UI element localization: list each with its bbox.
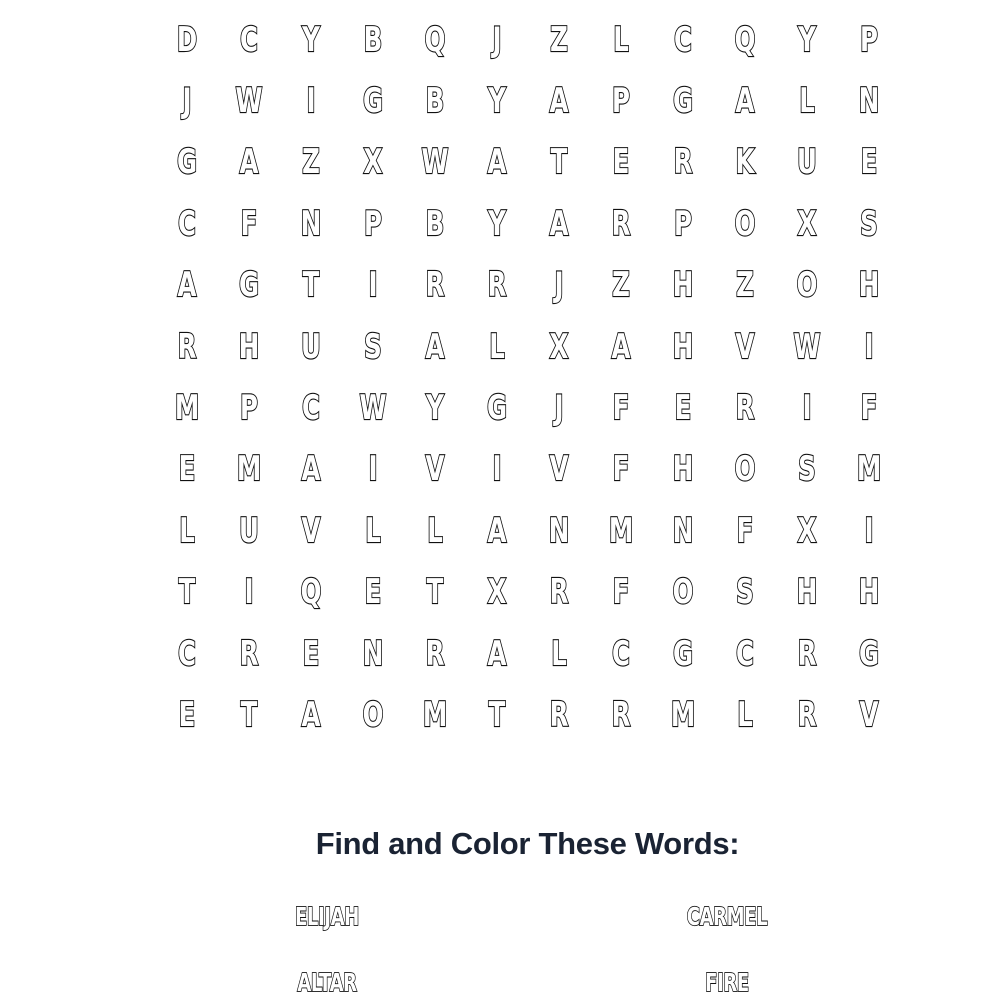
grid-letter-cell[interactable]: E	[674, 388, 692, 429]
grid-letter-cell[interactable]: O	[734, 449, 756, 490]
grid-letter-cell[interactable]: G	[486, 388, 508, 429]
grid-letter-cell[interactable]: S	[364, 326, 382, 367]
grid-letter-cell[interactable]: A	[301, 449, 321, 490]
grid-letter-cell[interactable]: E	[178, 449, 196, 490]
grid-letter-cell[interactable]: H	[672, 326, 694, 367]
grid-letter-cell[interactable]: G	[238, 265, 260, 306]
grid-letter-cell[interactable]: G	[858, 633, 880, 674]
word-list-item: CARMEL	[686, 902, 768, 931]
grid-letter-cell[interactable]: I	[492, 449, 502, 490]
grid-letter-cell[interactable]: G	[672, 81, 694, 122]
grid-letter-cell[interactable]: B	[363, 19, 383, 60]
grid-letter-cell[interactable]: L	[551, 633, 567, 674]
grid-letter-cell[interactable]: A	[487, 142, 507, 183]
grid-letter-cell[interactable]: O	[796, 265, 818, 306]
grid-letter-cell[interactable]: Q	[300, 572, 322, 613]
grid-letter-cell[interactable]: I	[864, 510, 874, 551]
grid-letter-cell[interactable]: W	[359, 388, 387, 429]
grid-letter-cell[interactable]: L	[613, 19, 629, 60]
grid-letter-cell[interactable]: R	[487, 265, 507, 306]
grid-letter-cell[interactable]: Y	[798, 19, 816, 60]
grid-letter-cell[interactable]: T	[488, 694, 506, 735]
grid-letter-cell[interactable]: V	[859, 694, 879, 735]
grid-letter-cell[interactable]: Q	[424, 19, 446, 60]
grid-letter-cell[interactable]: N	[858, 81, 880, 122]
grid-letter-cell[interactable]: F	[612, 572, 630, 613]
grid-letter-cell[interactable]: J	[182, 81, 192, 122]
grid-letter-cell[interactable]: C	[302, 388, 320, 429]
grid-letter-cell[interactable]: A	[487, 510, 507, 551]
word-search-grid	[156, 9, 900, 746]
grid-letter-cell[interactable]: M	[608, 510, 634, 551]
grid-letter-cell[interactable]: C	[612, 633, 630, 674]
grid-letter-cell[interactable]: G	[672, 633, 694, 674]
grid-letter-cell[interactable]: P	[364, 203, 382, 244]
grid-letter-cell[interactable]: B	[425, 81, 445, 122]
grid-letter-cell[interactable]: R	[735, 388, 755, 429]
grid-letter-cell[interactable]: L	[427, 510, 443, 551]
grid-letter-cell[interactable]: F	[612, 388, 630, 429]
grid-letter-cell[interactable]: E	[860, 142, 878, 183]
grid-letter-cell[interactable]: X	[797, 510, 817, 551]
grid-letter-cell[interactable]: A	[487, 633, 507, 674]
grid-letter-cell[interactable]: E	[364, 572, 382, 613]
grid-letter-cell[interactable]: C	[178, 203, 196, 244]
grid-letter-cell[interactable]: H	[796, 572, 818, 613]
grid-letter-cell[interactable]: A	[239, 142, 259, 183]
grid-letter-cell[interactable]: N	[672, 510, 694, 551]
grid-letter-cell[interactable]: G	[176, 142, 198, 183]
grid-letter-cell[interactable]: R	[611, 694, 631, 735]
grid-letter-cell[interactable]: H	[238, 326, 260, 367]
grid-letter-cell[interactable]: R	[673, 142, 693, 183]
grid-letter-cell[interactable]: Z	[612, 265, 630, 306]
word-list-item: FIRE	[705, 968, 749, 997]
word-list-title: Find and Color These Words:	[315, 826, 740, 861]
grid-letter-cell[interactable]: I	[368, 265, 378, 306]
grid-letter-cell[interactable]: H	[858, 265, 880, 306]
grid-letter-cell[interactable]: A	[735, 81, 755, 122]
grid-letter-cell[interactable]: J	[492, 19, 502, 60]
grid-letter-cell[interactable]: T	[550, 142, 568, 183]
grid-letter-cell[interactable]: X	[549, 326, 569, 367]
word-list-item: ELIJAH	[294, 902, 360, 931]
grid-letter-cell[interactable]: X	[797, 203, 817, 244]
grid-letter-cell[interactable]: A	[177, 265, 197, 306]
grid-letter-cell[interactable]: J	[554, 388, 564, 429]
grid-letter-cell[interactable]: D	[176, 19, 198, 60]
grid-letter-cell[interactable]: W	[421, 142, 449, 183]
grid-letter-cell[interactable]: V	[735, 326, 755, 367]
grid-letter-cell[interactable]: T	[240, 694, 258, 735]
grid-letter-cell[interactable]: N	[300, 203, 322, 244]
grid-letter-cell[interactable]: Y	[488, 81, 506, 122]
grid-letter-cell[interactable]: T	[178, 572, 196, 613]
grid-letter-cell[interactable]: K	[735, 142, 755, 183]
grid-letter-cell[interactable]: I	[864, 326, 874, 367]
grid-letter-cell[interactable]: E	[178, 694, 196, 735]
grid-letter-cell[interactable]: A	[549, 81, 569, 122]
grid-letter-cell[interactable]: T	[302, 265, 320, 306]
grid-letter-cell[interactable]: M	[174, 388, 200, 429]
grid-letter-cell[interactable]: P	[240, 388, 258, 429]
grid-letter-cell[interactable]: T	[426, 572, 444, 613]
grid-letter-cell[interactable]: U	[797, 142, 817, 183]
grid-letter-cell[interactable]: M	[670, 694, 696, 735]
grid-letter-cell[interactable]: R	[549, 572, 569, 613]
grid-letter-cell[interactable]: U	[239, 510, 259, 551]
grid-letter-cell[interactable]: V	[301, 510, 321, 551]
grid-letter-cell[interactable]: R	[549, 694, 569, 735]
grid-letter-cell[interactable]: R	[177, 326, 197, 367]
grid-letter-cell[interactable]: V	[549, 449, 569, 490]
grid-letter-cell[interactable]: W	[793, 326, 821, 367]
grid-letter-cell[interactable]: G	[362, 81, 384, 122]
grid-letter-cell[interactable]: P	[674, 203, 692, 244]
grid-letter-cell[interactable]: M	[236, 449, 262, 490]
grid-letter-cell[interactable]: H	[858, 572, 880, 613]
grid-letter-cell[interactable]: V	[425, 449, 445, 490]
grid-letter-cell[interactable]: J	[554, 265, 564, 306]
grid-letter-cell[interactable]: C	[240, 19, 258, 60]
grid-letter-cell[interactable]: S	[736, 572, 754, 613]
grid-letter-cell[interactable]: N	[362, 633, 384, 674]
grid-letter-cell[interactable]: E	[612, 142, 630, 183]
grid-letter-cell[interactable]: Y	[426, 388, 444, 429]
grid-letter-cell[interactable]: I	[244, 572, 254, 613]
grid-letter-cell[interactable]: O	[734, 203, 756, 244]
grid-letter-cell[interactable]: U	[301, 326, 321, 367]
grid-letter-cell[interactable]: Q	[734, 19, 756, 60]
grid-letter-cell[interactable]: L	[489, 326, 505, 367]
grid-letter-cell[interactable]: C	[736, 633, 754, 674]
word-list-item: ALTAR	[297, 968, 357, 997]
grid-letter-cell[interactable]: L	[799, 81, 815, 122]
grid-letter-cell[interactable]: F	[240, 203, 258, 244]
grid-letter-cell[interactable]: X	[487, 572, 507, 613]
grid-letter-cell[interactable]: S	[798, 449, 816, 490]
grid-letter-cell[interactable]: Z	[736, 265, 754, 306]
grid-letter-cell[interactable]: A	[425, 326, 445, 367]
grid-letter-cell[interactable]: X	[363, 142, 383, 183]
grid-letter-cell[interactable]: B	[425, 203, 445, 244]
grid-letter-cell[interactable]: R	[425, 633, 445, 674]
grid-letter-cell[interactable]: I	[306, 81, 316, 122]
grid-letter-cell[interactable]: R	[611, 203, 631, 244]
grid-letter-cell[interactable]: A	[549, 203, 569, 244]
grid-letter-cell[interactable]: L	[737, 694, 753, 735]
grid-letter-cell[interactable]: L	[179, 510, 195, 551]
grid-letter-cell[interactable]: S	[860, 203, 878, 244]
grid-letter-cell[interactable]: L	[365, 510, 381, 551]
grid-letter-cell[interactable]: O	[362, 694, 384, 735]
grid-letter-cell[interactable]: R	[239, 633, 259, 674]
grid-letter-cell[interactable]: H	[672, 449, 694, 490]
grid-letter-cell[interactable]: E	[302, 633, 320, 674]
grid-letter-cell[interactable]: O	[672, 572, 694, 613]
grid-letter-cell[interactable]: F	[736, 510, 754, 551]
grid-letter-cell[interactable]: A	[301, 694, 321, 735]
grid-letter-cell[interactable]: I	[802, 388, 812, 429]
grid-letter-cell[interactable]: M	[422, 694, 448, 735]
grid-letter-cell[interactable]: H	[672, 265, 694, 306]
grid-letter-cell[interactable]: R	[425, 265, 445, 306]
grid-letter-cell[interactable]: N	[548, 510, 570, 551]
grid-letter-cell[interactable]: Z	[550, 19, 568, 60]
grid-letter-cell[interactable]: W	[235, 81, 263, 122]
grid-letter-cell[interactable]: A	[611, 326, 631, 367]
grid-letter-cell[interactable]: F	[860, 388, 878, 429]
grid-letter-cell[interactable]: P	[612, 81, 630, 122]
grid-letter-cell[interactable]: Y	[488, 203, 506, 244]
grid-letter-cell[interactable]: Y	[302, 19, 320, 60]
grid-letter-cell[interactable]: M	[856, 449, 882, 490]
grid-letter-cell[interactable]: F	[612, 449, 630, 490]
grid-letter-cell[interactable]: C	[178, 633, 196, 674]
grid-letter-cell[interactable]: P	[860, 19, 878, 60]
grid-letter-cell[interactable]: Z	[302, 142, 320, 183]
grid-letter-cell[interactable]: C	[674, 19, 692, 60]
grid-letter-cell[interactable]: I	[368, 449, 378, 490]
grid-letter-cell[interactable]: R	[797, 694, 817, 735]
grid-letter-cell[interactable]: R	[797, 633, 817, 674]
